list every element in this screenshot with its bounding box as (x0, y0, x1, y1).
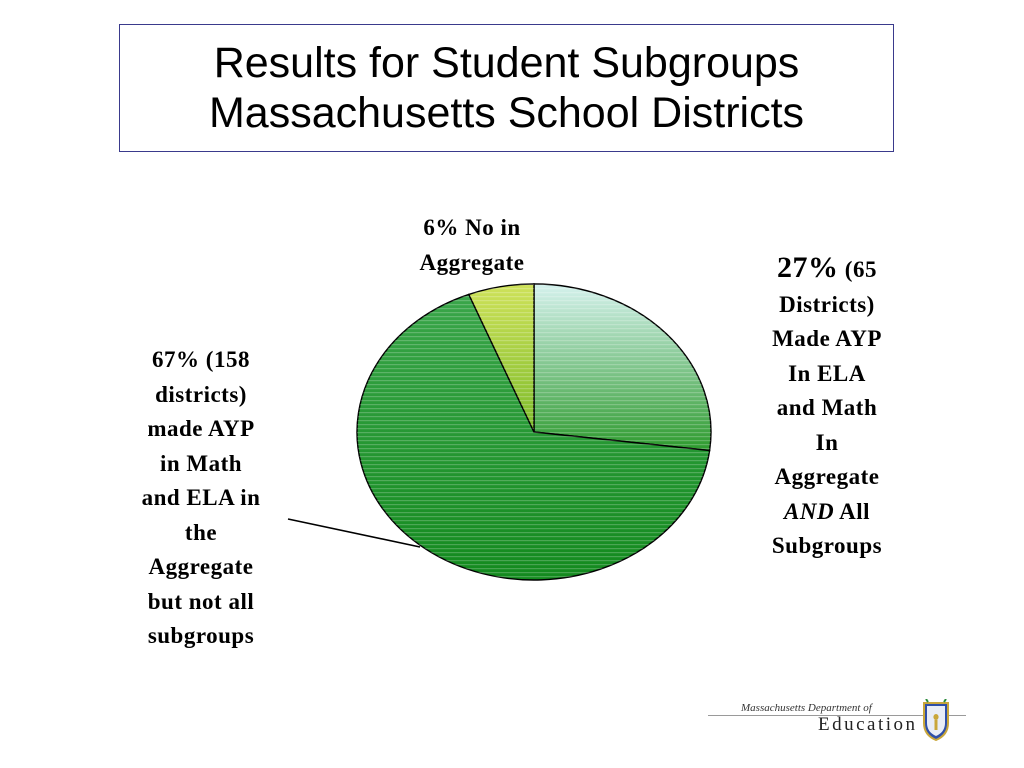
label-made-all-line: Aggregate (774, 464, 880, 489)
label-made-all-line: and Math (776, 395, 878, 420)
label-made-all-pct: 27% (777, 251, 839, 284)
label-aggregate-line: made AYP (147, 416, 255, 441)
label-made-all-and: AND (784, 498, 835, 524)
page-title: Results for Student Subgroups (213, 39, 800, 87)
label-made-all-line: Made AYP (772, 326, 882, 351)
label-aggregate-line: 67% (158 (152, 347, 250, 372)
label-no-aggregate-line: 6% No in (423, 215, 521, 240)
logo-big-text: Education (818, 714, 918, 735)
logo-small-text: Massachusetts Department of (738, 702, 875, 714)
department-logo (708, 698, 973, 748)
label-no-aggregate (386, 211, 558, 280)
label-made-all-and-line (738, 495, 916, 530)
label-made-all-line: Subgroups (771, 533, 883, 558)
label-aggregate-line: subgroups (147, 623, 255, 648)
label-no-aggregate-line: Aggregate (419, 249, 525, 275)
label-made-all-head (738, 251, 916, 288)
page-subtitle: Massachusetts School Districts (208, 89, 805, 137)
label-made-all-line: In ELA (788, 360, 866, 386)
label-aggregate-only (112, 343, 290, 654)
label-made-all (738, 251, 916, 564)
label-aggregate-line: and ELA in (141, 485, 261, 510)
label-aggregate-line: in Math (159, 450, 243, 476)
label-made-all-line: Districts) (779, 291, 875, 317)
label-aggregate-line: districts) (155, 381, 247, 407)
label-made-all-line: In (815, 429, 839, 455)
label-aggregate-line: but not all (147, 588, 255, 614)
label-aggregate-line: the (184, 519, 218, 545)
label-aggregate-line: Aggregate (148, 554, 254, 579)
label-made-all-all: All (839, 498, 870, 524)
label-made-all-paren: (65 (844, 257, 877, 282)
pie-slice-made-all-texture (534, 284, 711, 451)
massachusetts-seal-icon (921, 699, 951, 741)
